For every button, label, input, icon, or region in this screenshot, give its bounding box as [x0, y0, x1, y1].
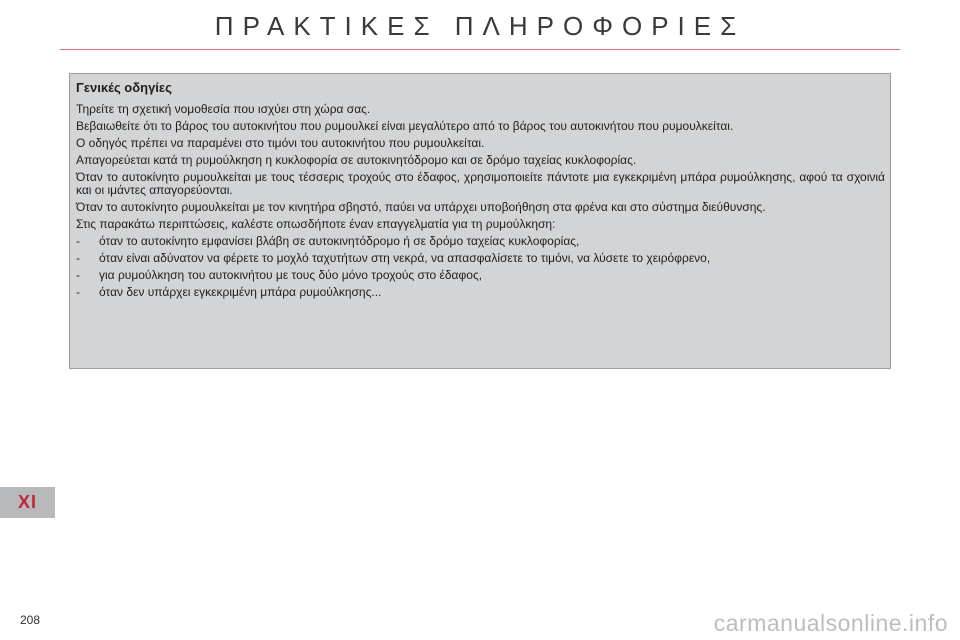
list-item — [76, 286, 885, 299]
bullet-dash: - — [76, 234, 80, 248]
paragraph-driver: Ο οδηγός πρέπει να παραμένει στο τιμόνι του αυτοκινήτου που ρυμουλκείται. — [76, 136, 485, 150]
general-instructions-box — [69, 73, 891, 369]
paragraph-weight: Βεβαιωθείτε ότι το βάρος του αυτοκινήτου που ρυμουλκεί είναι μεγαλύτερο από το βάρος του αυτοκινήτου που ρυμουλκείται. — [76, 119, 734, 133]
list-item — [76, 269, 885, 282]
chapter-tab[interactable] — [0, 487, 55, 518]
section-heading: Γενικές οδηγίες — [76, 80, 172, 95]
title-divider — [60, 49, 900, 50]
paragraph-tow-bar: Όταν το αυτοκίνητο ρυμουλκείται με τους τέσσερις τροχούς στο έδαφος, χρησιμοποιείτε πάντοτε μια εγκεκριμένη μπάρα ρυμούλκησης, αφού τα σχοινιά και οι ιμάντες απαγορεύονται. — [76, 170, 885, 197]
chapter-tab-label: XI — [17, 492, 37, 512]
bullet-dash: - — [76, 251, 80, 265]
list-item-text: για ρυμούλκηση του αυτοκινήτου με τους δύο μόνο τροχούς στο έδαφος, — [99, 268, 483, 282]
list-item — [76, 252, 885, 265]
list-item — [76, 235, 885, 248]
bullet-dash: - — [76, 268, 80, 282]
page-title: ΠΡΑΚΤΙΚΕΣ ΠΛΗΡΟΦΟΡΙΕΣ — [214, 11, 746, 41]
paragraph-legislation: Τηρείτε τη σχετική νομοθεσία που ισχύει στη χώρα σας. — [76, 102, 371, 116]
list-item-text: όταν είναι αδύνατον να φέρετε το μοχλό ταχυτήτων στη νεκρά, να απασφαλίσετε το τιμόνι, να λύσετε το χειρόφρενο, — [99, 251, 711, 265]
paragraph-professional: Στις παρακάτω περιπτώσεις, καλέστε οπωσδήποτε έναν επαγγελματία για τη ρυμούλκηση: — [76, 217, 556, 231]
watermark: carmanualsonline.info — [713, 610, 948, 636]
paragraph-motorway: Απαγορεύεται κατά τη ρυμούλκηση η κυκλοφορία σε αυτοκινητόδρομο και σε δρόμο ταχείας κυκλοφορίας. — [76, 153, 637, 167]
list-item-text: όταν το αυτοκίνητο εμφανίσει βλάβη σε αυτοκινητόδρομο ή σε δρόμο ταχείας κυκλοφορίας, — [99, 234, 580, 248]
bullet-dash: - — [76, 285, 80, 299]
list-item-text: όταν δεν υπάρχει εγκεκριμένη μπάρα ρυμούλκησης... — [99, 285, 382, 299]
paragraph-engine-off: Όταν το αυτοκίνητο ρυμουλκείται με τον κινητήρα σβηστό, παύει να υπάρχει υποβοήθηση στα φρένα και στο σύστημα διεύθυνσης. — [76, 200, 766, 214]
page-number: 208 — [20, 613, 41, 627]
